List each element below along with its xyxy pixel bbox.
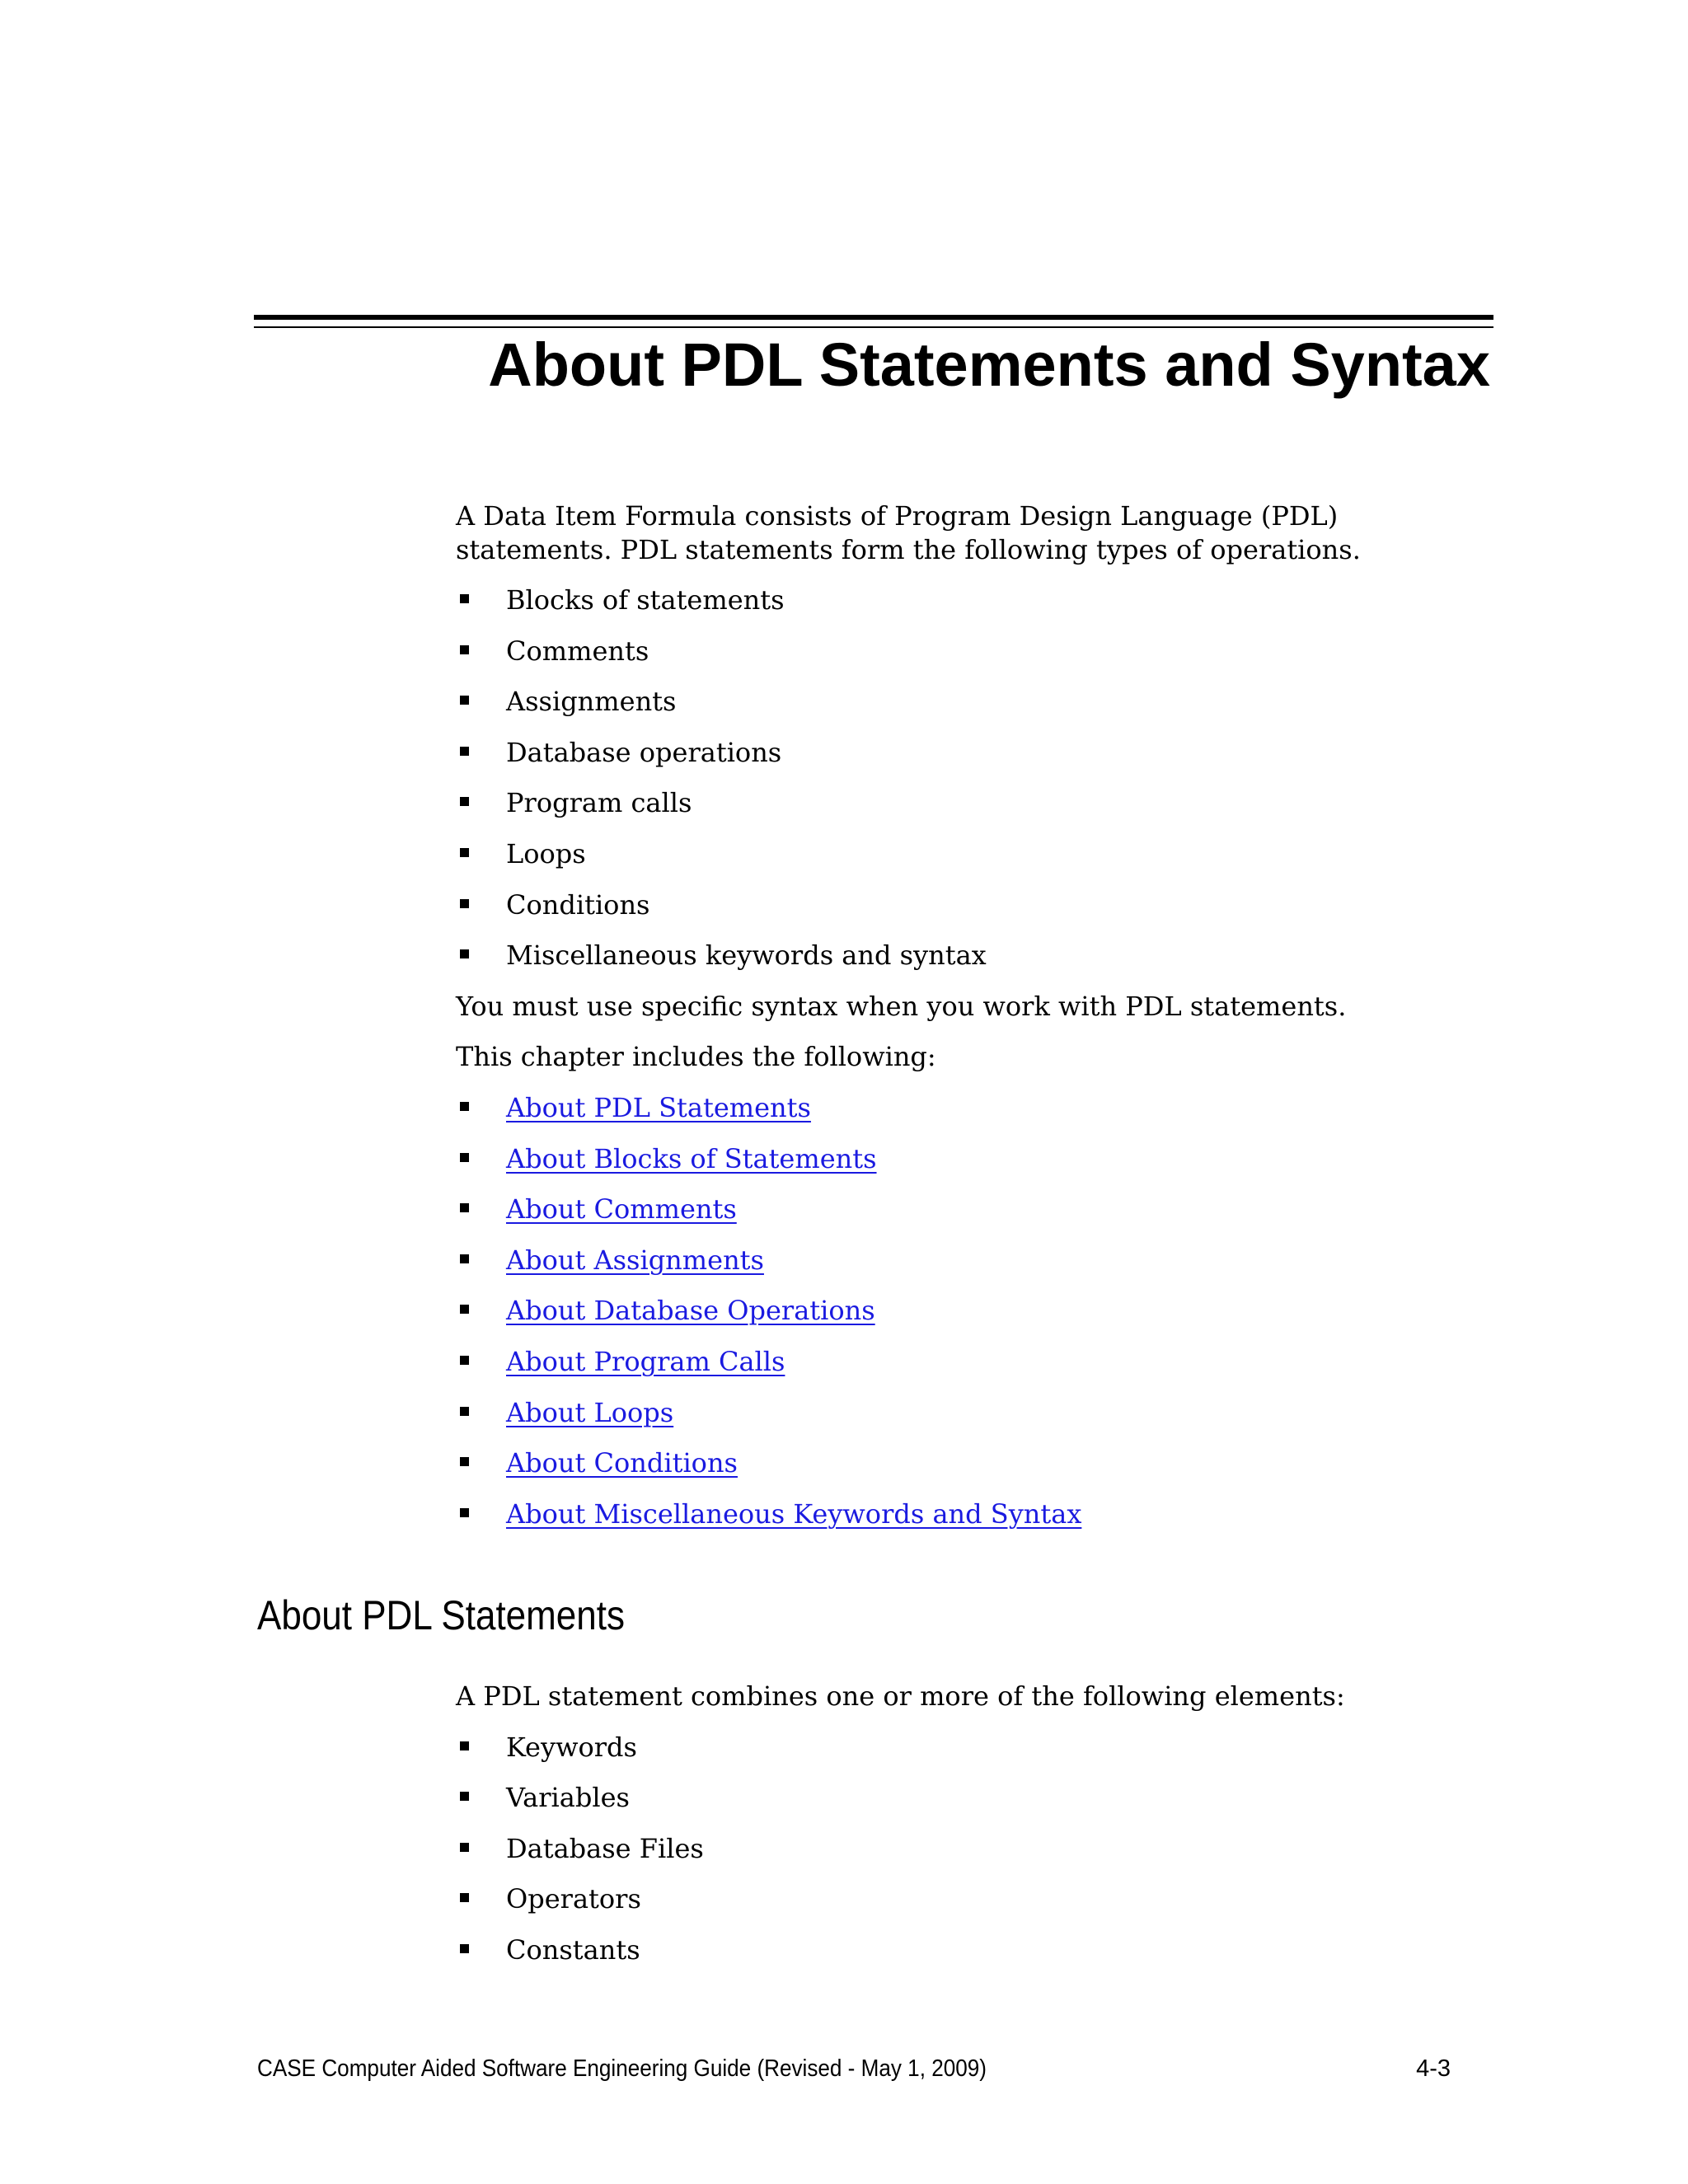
bullet-icon [460, 1741, 469, 1750]
section-heading: About PDL Statements [257, 1592, 625, 1638]
list-item: Comments [456, 635, 1494, 686]
chapter-links-list [456, 1091, 1494, 1548]
link-about-loops[interactable]: About Loops [506, 1396, 674, 1428]
bullet-icon [460, 797, 469, 806]
list-item: Blocks of statements [456, 583, 1494, 635]
link-item [456, 1446, 1494, 1497]
link-item [456, 1091, 1494, 1142]
bullet-icon [460, 1203, 469, 1212]
section-block [456, 1680, 1494, 1985]
bullet-icon [460, 1254, 469, 1263]
list-item: Database operations [456, 736, 1494, 787]
link-about-blocks-of-statements[interactable]: About Blocks of Statements [506, 1142, 877, 1174]
bullet-icon [460, 1356, 469, 1365]
bullet-icon [460, 899, 469, 908]
link-about-assignments[interactable]: About Assignments [506, 1244, 764, 1276]
link-about-program-calls[interactable]: About Program Calls [506, 1345, 785, 1377]
bullet-icon [460, 747, 469, 756]
bullet-icon [460, 1792, 469, 1801]
bullet-icon [460, 1944, 469, 1953]
operations-list [456, 583, 1494, 990]
list-item: Assignments [456, 685, 1494, 736]
link-item [456, 1396, 1494, 1447]
list-item: Keywords [456, 1731, 1494, 1782]
bullet-icon [460, 1153, 469, 1162]
footer-page-number: 4-3 [1416, 2055, 1451, 2082]
list-item: Miscellaneous keywords and syntax [456, 939, 1494, 990]
bullet-icon [460, 1102, 469, 1111]
bullet-icon [460, 848, 469, 857]
footer-book-title: CASE Computer Aided Software Engineering Guide (Revised - May 1, 2009) [257, 2055, 987, 2082]
link-about-database-operations[interactable]: About Database Operations [506, 1295, 875, 1327]
bullet-icon [460, 1305, 469, 1314]
list-item: Conditions [456, 888, 1494, 940]
intro-block [456, 499, 1494, 1548]
bullet-icon [460, 594, 469, 603]
syntax-note: You must use specific syntax when you work with PDL statements. [456, 990, 1347, 1022]
title-rule-thick [254, 315, 1493, 320]
list-item: Program calls [456, 786, 1494, 837]
link-about-miscellaneous-keywords[interactable]: About Miscellaneous Keywords and Syntax [506, 1497, 1082, 1530]
chapter-title: About PDL Statements and Syntax [488, 330, 1490, 399]
bullet-icon [460, 1457, 469, 1466]
list-item: Loops [456, 837, 1494, 888]
link-about-pdl-statements[interactable]: About PDL Statements [506, 1091, 811, 1123]
link-about-comments[interactable]: About Comments [506, 1193, 737, 1226]
list-item: Constants [456, 1933, 1494, 1985]
bullet-icon [460, 1407, 469, 1416]
list-item: Operators [456, 1882, 1494, 1933]
bullet-icon [460, 1893, 469, 1902]
link-item [456, 1497, 1494, 1549]
link-item [456, 1244, 1494, 1295]
list-item: Database Files [456, 1832, 1494, 1883]
bullet-icon [460, 949, 469, 958]
bullet-icon [460, 696, 469, 705]
intro-paragraph: A Data Item Formula consists of Program Design Language (PDL) statements. PDL statements form the following types of operations. [456, 500, 1361, 565]
bullet-icon [460, 1508, 469, 1517]
bullet-icon [460, 645, 469, 654]
section-paragraph: A PDL statement combines one or more of the following elements: [456, 1680, 1345, 1712]
link-about-conditions[interactable]: About Conditions [506, 1447, 738, 1479]
link-item [456, 1142, 1494, 1193]
elements-list [456, 1731, 1494, 1985]
bullet-icon [460, 1843, 469, 1852]
link-item [456, 1193, 1494, 1244]
list-item: Variables [456, 1781, 1494, 1832]
includes-lead: This chapter includes the following: [456, 1041, 936, 1073]
link-item [456, 1294, 1494, 1345]
link-item [456, 1345, 1494, 1396]
